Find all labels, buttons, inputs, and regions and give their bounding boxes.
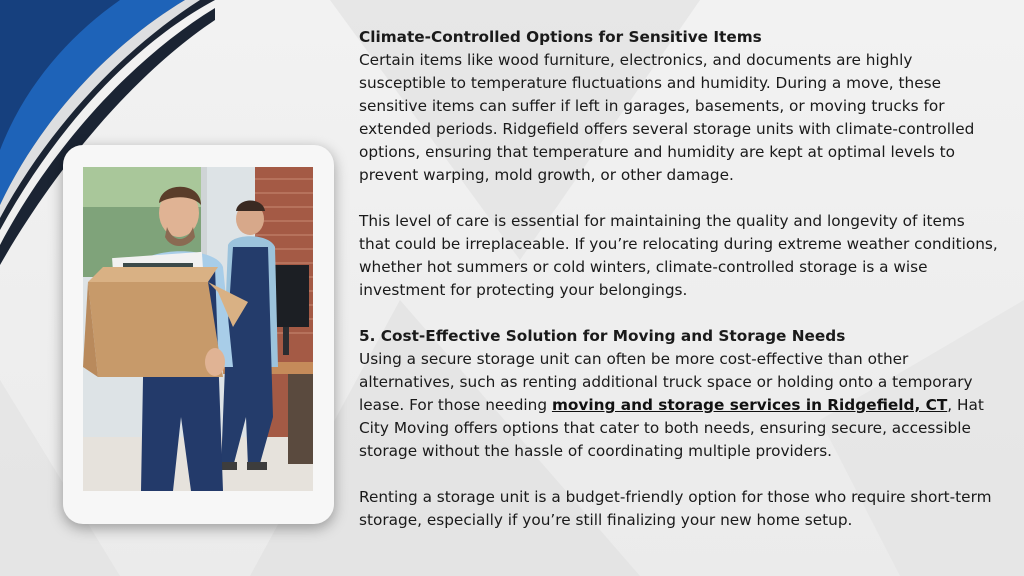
paragraph-climate: Certain items like wood furniture, electronics, and documents are highly susceptible to temperature fluctuations and humidity. During a move, these sensitive items can suffer if left in garages, basements, or moving trucks for extended periods. Ridgefield offers several storage units with climate-controlled options, ensuring that temperature and humidity are kept at optimal levels to prevent warping, mold growth, or other damage. (359, 51, 975, 184)
moving-storage-link[interactable]: moving and storage services in Ridgefield, CT (551, 396, 948, 414)
article-content (359, 26, 999, 532)
movers-illustration (83, 167, 313, 491)
movers-photo (83, 167, 313, 491)
paragraph-care: This level of care is essential for maintaining the quality and longevity of items that could be irreplaceable. If you’re relocating during extreme weather conditions, whether hot summers or cold winters, climate-controlled storage is a wise investment for protecting your belongings. (359, 212, 998, 299)
paragraph-budget: Renting a storage unit is a budget-friendly option for those who require short-term storage, especially if you’re still finalizing your new home setup. (359, 488, 992, 529)
paragraph-cost (359, 348, 999, 463)
photo-card (63, 145, 334, 524)
section-heading-climate: Climate-Controlled Options for Sensitive Items (359, 28, 762, 46)
paragraph-cost-text-after: , Hat City Moving offers options that cater to both needs, ensuring secure, accessible storage without the hassle of coordinating multiple providers. (359, 396, 984, 460)
paragraph-cost-text-before: Using a secure storage unit can often be more cost-effective than other alternatives, such as renting additional truck space or holding onto a temporary lease. For those needing (359, 350, 973, 414)
section-heading-cost: 5. Cost-Effective Solution for Moving and Storage Needs (359, 327, 846, 345)
